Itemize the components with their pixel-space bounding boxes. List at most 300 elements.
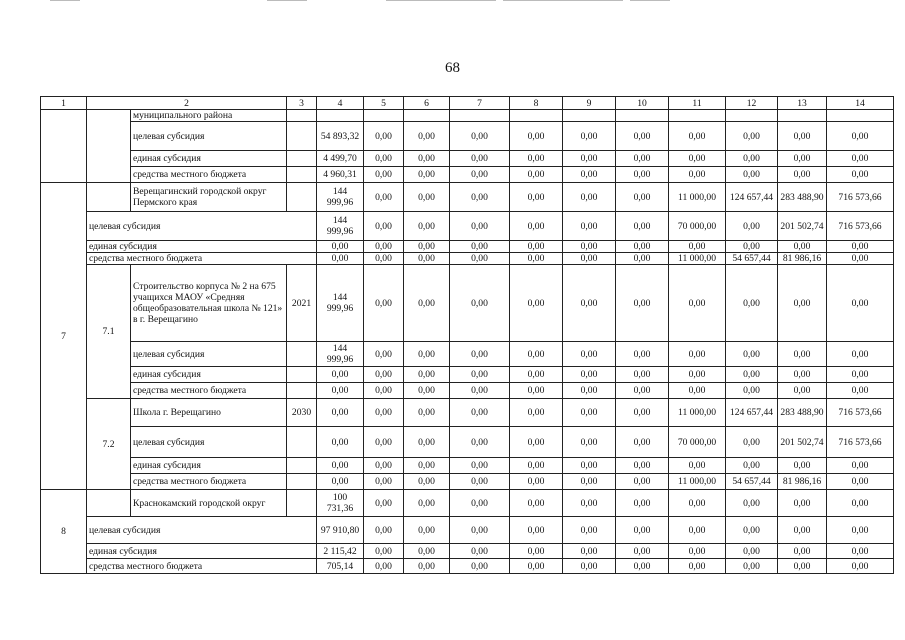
value-cell: 0,00 — [450, 122, 510, 151]
table-row — [41, 544, 894, 559]
row-label: единая субсидия — [87, 544, 317, 559]
value-cell: 0,00 — [726, 265, 778, 342]
value-cell: 0,00 — [616, 427, 669, 458]
value-cell: 0,00 — [510, 265, 563, 342]
value-cell: 0,00 — [827, 367, 894, 383]
value-cell: 0,00 — [616, 212, 669, 241]
value-cell: 0,00 — [563, 167, 616, 183]
column-header: 12 — [726, 97, 778, 110]
budget-table — [40, 96, 894, 574]
value-cell: 0,00 — [317, 367, 364, 383]
value-cell: 0,00 — [510, 367, 563, 383]
value-cell: 0,00 — [827, 559, 894, 574]
table-row — [41, 427, 894, 458]
sub-number-cell — [87, 183, 131, 212]
value-cell: 0,00 — [616, 490, 669, 517]
value-cell: 0,00 — [563, 253, 616, 265]
table-row — [41, 342, 894, 367]
table-row — [41, 253, 894, 265]
column-header: 3 — [287, 97, 317, 110]
value-cell: 0,00 — [364, 458, 404, 474]
value-cell: 0,00 — [364, 241, 404, 253]
value-cell: 0,00 — [450, 367, 510, 383]
value-cell: 0,00 — [510, 212, 563, 241]
value-cell: 0,00 — [404, 241, 450, 253]
value-cell: 0,00 — [317, 474, 364, 490]
value-cell: 0,00 — [510, 559, 563, 574]
value-cell: 0,00 — [778, 383, 827, 399]
value-cell: 0,00 — [510, 241, 563, 253]
value-cell: 0,00 — [450, 458, 510, 474]
value-cell: 0,00 — [404, 122, 450, 151]
value-cell: 0,00 — [726, 212, 778, 241]
value-cell: 0,00 — [510, 167, 563, 183]
empty-cell — [726, 110, 778, 122]
value-cell: 0,00 — [827, 167, 894, 183]
column-header: 11 — [669, 97, 726, 110]
value-cell: 0,00 — [827, 265, 894, 342]
value-cell: 0,00 — [669, 167, 726, 183]
value-cell: 0,00 — [450, 253, 510, 265]
value-cell: 0,00 — [563, 342, 616, 367]
value-cell: 0,00 — [404, 167, 450, 183]
value-cell: 0,00 — [726, 544, 778, 559]
row-label: целевая субсидия — [131, 342, 287, 367]
column-header: 7 — [450, 97, 510, 110]
value-cell: 0,00 — [778, 342, 827, 367]
value-cell: 0,00 — [450, 490, 510, 517]
empty-cell — [404, 110, 450, 122]
value-cell: 0,00 — [563, 151, 616, 167]
value-cell: 11 000,00 — [669, 253, 726, 265]
sub-number-cell: 7.1 — [87, 265, 131, 399]
value-cell: 0,00 — [563, 474, 616, 490]
value-cell: 0,00 — [450, 167, 510, 183]
value-cell: 0,00 — [726, 490, 778, 517]
value-cell: 0,00 — [669, 241, 726, 253]
value-cell: 0,00 — [669, 544, 726, 559]
value-cell: 0,00 — [778, 458, 827, 474]
empty-cell — [450, 110, 510, 122]
value-cell: 0,00 — [510, 151, 563, 167]
row-label: средства местного бюджета — [131, 383, 287, 399]
value-cell: 0,00 — [616, 399, 669, 427]
value-cell: 0,00 — [778, 151, 827, 167]
row-label: целевая субсидия — [131, 122, 287, 151]
value-cell: 70 000,00 — [669, 427, 726, 458]
value-cell: 0,00 — [616, 151, 669, 167]
empty-cell — [778, 110, 827, 122]
value-cell: 0,00 — [669, 559, 726, 574]
value-cell: 0,00 — [317, 458, 364, 474]
sub-number-cell: 7.2 — [87, 399, 131, 490]
value-cell: 4 960,31 — [317, 167, 364, 183]
value-cell: 0,00 — [616, 367, 669, 383]
value-cell: 716 573,66 — [827, 427, 894, 458]
value-cell: 0,00 — [827, 253, 894, 265]
year-cell — [287, 183, 317, 212]
table-row — [41, 517, 894, 544]
row-label: средства местного бюджета — [131, 167, 287, 183]
value-cell: 54 657,44 — [726, 253, 778, 265]
value-cell: 0,00 — [563, 383, 616, 399]
value-cell: 0,00 — [364, 559, 404, 574]
row-label: муниципального района — [131, 110, 287, 122]
value-cell: 0,00 — [616, 265, 669, 342]
table-row — [41, 122, 894, 151]
value-cell: 0,00 — [450, 183, 510, 212]
value-cell: 0,00 — [364, 183, 404, 212]
year-cell — [287, 122, 317, 151]
value-cell: 0,00 — [616, 517, 669, 544]
row-number-cell — [41, 110, 87, 183]
value-cell: 0,00 — [450, 265, 510, 342]
table-row — [41, 383, 894, 399]
object-title: Строительство корпуса № 2 на 675 учащихся МАОУ «Средняя общеобразовательная школа № 121» в г. Верещагино — [131, 265, 287, 342]
value-cell: 0,00 — [616, 342, 669, 367]
row-label: целевая субсидия — [87, 517, 317, 544]
value-cell: 100 731,36 — [317, 490, 364, 517]
value-cell: 0,00 — [726, 151, 778, 167]
empty-cell — [287, 110, 317, 122]
value-cell: 11 000,00 — [669, 399, 726, 427]
scan-top-edge — [0, 0, 905, 3]
value-cell: 0,00 — [563, 427, 616, 458]
column-header: 13 — [778, 97, 827, 110]
value-cell: 0,00 — [563, 399, 616, 427]
value-cell: 0,00 — [563, 265, 616, 342]
value-cell: 0,00 — [404, 559, 450, 574]
value-cell: 0,00 — [510, 342, 563, 367]
value-cell: 0,00 — [669, 265, 726, 342]
row-label: единая субсидия — [131, 151, 287, 167]
column-header: 5 — [364, 97, 404, 110]
year-cell — [287, 474, 317, 490]
value-cell: 0,00 — [827, 458, 894, 474]
year-cell — [287, 458, 317, 474]
value-cell: 283 488,90 — [778, 399, 827, 427]
value-cell: 0,00 — [563, 241, 616, 253]
value-cell: 0,00 — [510, 253, 563, 265]
value-cell: 0,00 — [404, 212, 450, 241]
value-cell: 0,00 — [364, 212, 404, 241]
empty-cell — [827, 110, 894, 122]
value-cell: 0,00 — [317, 383, 364, 399]
row-label: средства местного бюджета — [87, 253, 317, 265]
value-cell: 0,00 — [510, 427, 563, 458]
value-cell: 0,00 — [778, 517, 827, 544]
value-cell: 0,00 — [563, 212, 616, 241]
value-cell: 0,00 — [450, 427, 510, 458]
year-cell — [287, 367, 317, 383]
value-cell: 0,00 — [404, 342, 450, 367]
header-row — [41, 97, 894, 110]
empty-cell — [616, 110, 669, 122]
value-cell: 0,00 — [726, 559, 778, 574]
value-cell: 0,00 — [726, 427, 778, 458]
year-cell — [287, 342, 317, 367]
value-cell: 0,00 — [778, 490, 827, 517]
value-cell: 0,00 — [726, 167, 778, 183]
value-cell: 0,00 — [404, 427, 450, 458]
row-label: целевая субсидия — [131, 427, 287, 458]
row-label: единая субсидия — [131, 367, 287, 383]
value-cell: 2 115,42 — [317, 544, 364, 559]
value-cell: 0,00 — [616, 253, 669, 265]
value-cell: 716 573,66 — [827, 212, 894, 241]
value-cell: 0,00 — [669, 151, 726, 167]
value-cell: 0,00 — [778, 241, 827, 253]
year-cell — [287, 151, 317, 167]
value-cell: 0,00 — [450, 517, 510, 544]
value-cell: 0,00 — [364, 383, 404, 399]
value-cell: 0,00 — [726, 367, 778, 383]
empty-cell — [510, 110, 563, 122]
value-cell: 0,00 — [364, 342, 404, 367]
value-cell: 0,00 — [450, 212, 510, 241]
value-cell: 97 910,80 — [317, 517, 364, 544]
value-cell: 144 999,96 — [317, 342, 364, 367]
value-cell: 0,00 — [827, 151, 894, 167]
value-cell: 0,00 — [364, 490, 404, 517]
value-cell: 0,00 — [364, 151, 404, 167]
year-cell — [287, 490, 317, 517]
value-cell: 716 573,66 — [827, 183, 894, 212]
value-cell: 0,00 — [450, 544, 510, 559]
value-cell: 0,00 — [726, 458, 778, 474]
value-cell: 0,00 — [616, 183, 669, 212]
value-cell: 0,00 — [404, 383, 450, 399]
year-cell: 2021 — [287, 265, 317, 342]
value-cell: 0,00 — [450, 399, 510, 427]
value-cell: 0,00 — [364, 122, 404, 151]
empty-cell — [563, 110, 616, 122]
value-cell: 11 000,00 — [669, 183, 726, 212]
value-cell: 0,00 — [364, 367, 404, 383]
table-row — [41, 490, 894, 517]
table-row — [41, 110, 894, 122]
value-cell: 0,00 — [726, 383, 778, 399]
value-cell: 0,00 — [364, 167, 404, 183]
empty-cell — [364, 110, 404, 122]
value-cell: 0,00 — [510, 474, 563, 490]
value-cell: 81 986,16 — [778, 474, 827, 490]
value-cell: 0,00 — [563, 559, 616, 574]
column-header: 4 — [317, 97, 364, 110]
value-cell: 0,00 — [317, 399, 364, 427]
value-cell: 0,00 — [450, 383, 510, 399]
value-cell: 0,00 — [616, 383, 669, 399]
value-cell: 0,00 — [510, 458, 563, 474]
value-cell: 0,00 — [778, 544, 827, 559]
value-cell: 0,00 — [404, 253, 450, 265]
value-cell: 0,00 — [404, 399, 450, 427]
value-cell: 70 000,00 — [669, 212, 726, 241]
row-label: средства местного бюджета — [87, 559, 317, 574]
page-number: 68 — [445, 60, 460, 76]
value-cell: 0,00 — [616, 458, 669, 474]
value-cell: 0,00 — [510, 183, 563, 212]
sub-number-cell — [87, 110, 131, 183]
value-cell: 0,00 — [669, 517, 726, 544]
value-cell: 201 502,74 — [778, 212, 827, 241]
municipality-title: Краснокамский городской округ — [131, 490, 287, 517]
value-cell: 0,00 — [317, 253, 364, 265]
value-cell: 0,00 — [778, 367, 827, 383]
value-cell: 0,00 — [404, 517, 450, 544]
value-cell: 0,00 — [450, 342, 510, 367]
row-label: средства местного бюджета — [131, 474, 287, 490]
sub-number-cell — [87, 490, 131, 517]
value-cell: 0,00 — [404, 367, 450, 383]
table-row — [41, 367, 894, 383]
column-header: 14 — [827, 97, 894, 110]
value-cell: 0,00 — [778, 122, 827, 151]
value-cell: 0,00 — [669, 367, 726, 383]
table-row — [41, 167, 894, 183]
column-header: 6 — [404, 97, 450, 110]
value-cell: 0,00 — [404, 490, 450, 517]
value-cell: 0,00 — [510, 544, 563, 559]
table-row — [41, 212, 894, 241]
column-header: 2 — [87, 97, 287, 110]
table-row — [41, 458, 894, 474]
value-cell: 0,00 — [726, 241, 778, 253]
value-cell: 0,00 — [616, 167, 669, 183]
table-row — [41, 151, 894, 167]
year-cell — [287, 383, 317, 399]
row-label: целевая субсидия — [87, 212, 317, 241]
table-row — [41, 183, 894, 212]
value-cell: 0,00 — [404, 458, 450, 474]
value-cell: 716 573,66 — [827, 399, 894, 427]
column-header: 9 — [563, 97, 616, 110]
value-cell: 0,00 — [616, 474, 669, 490]
value-cell: 0,00 — [364, 474, 404, 490]
row-label: единая субсидия — [87, 241, 317, 253]
value-cell: 0,00 — [510, 490, 563, 517]
value-cell: 0,00 — [404, 183, 450, 212]
value-cell: 0,00 — [669, 383, 726, 399]
value-cell: 0,00 — [450, 559, 510, 574]
value-cell: 0,00 — [669, 342, 726, 367]
value-cell: 0,00 — [563, 122, 616, 151]
value-cell: 0,00 — [563, 544, 616, 559]
value-cell: 0,00 — [364, 399, 404, 427]
value-cell: 0,00 — [827, 490, 894, 517]
value-cell: 0,00 — [563, 367, 616, 383]
value-cell: 0,00 — [827, 383, 894, 399]
value-cell: 0,00 — [669, 122, 726, 151]
table-row — [41, 399, 894, 427]
value-cell: 0,00 — [726, 122, 778, 151]
value-cell: 0,00 — [778, 265, 827, 342]
object-title: Школа г. Верещагино — [131, 399, 287, 427]
column-header: 8 — [510, 97, 563, 110]
table-row — [41, 559, 894, 574]
value-cell: 0,00 — [510, 399, 563, 427]
year-cell — [287, 167, 317, 183]
value-cell: 0,00 — [404, 151, 450, 167]
value-cell: 0,00 — [364, 517, 404, 544]
value-cell: 705,14 — [317, 559, 364, 574]
value-cell: 0,00 — [510, 517, 563, 544]
value-cell: 0,00 — [669, 490, 726, 517]
value-cell: 144 999,96 — [317, 183, 364, 212]
value-cell: 144 999,96 — [317, 212, 364, 241]
value-cell: 0,00 — [616, 544, 669, 559]
year-cell — [287, 427, 317, 458]
value-cell: 0,00 — [616, 122, 669, 151]
value-cell: 0,00 — [827, 517, 894, 544]
value-cell: 81 986,16 — [778, 253, 827, 265]
value-cell: 0,00 — [616, 559, 669, 574]
column-header: 10 — [616, 97, 669, 110]
value-cell: 0,00 — [827, 241, 894, 253]
value-cell: 0,00 — [364, 544, 404, 559]
value-cell: 0,00 — [404, 474, 450, 490]
value-cell: 0,00 — [778, 167, 827, 183]
value-cell: 0,00 — [364, 427, 404, 458]
value-cell: 11 000,00 — [669, 474, 726, 490]
value-cell: 0,00 — [563, 490, 616, 517]
municipality-title: Верещагинский городской округ Пермского края — [131, 183, 287, 212]
table-row — [41, 241, 894, 253]
value-cell: 0,00 — [404, 265, 450, 342]
table-row — [41, 474, 894, 490]
empty-cell — [669, 110, 726, 122]
value-cell: 0,00 — [827, 342, 894, 367]
value-cell: 283 488,90 — [778, 183, 827, 212]
value-cell: 0,00 — [450, 241, 510, 253]
value-cell: 0,00 — [616, 241, 669, 253]
row-label: единая субсидия — [131, 458, 287, 474]
value-cell: 0,00 — [827, 474, 894, 490]
value-cell: 0,00 — [317, 241, 364, 253]
value-cell: 0,00 — [563, 458, 616, 474]
value-cell: 0,00 — [827, 544, 894, 559]
row-number-cell: 7 — [41, 183, 87, 490]
value-cell: 0,00 — [563, 517, 616, 544]
value-cell: 201 502,74 — [778, 427, 827, 458]
row-number-cell: 8 — [41, 490, 87, 574]
value-cell: 0,00 — [778, 559, 827, 574]
value-cell: 0,00 — [364, 265, 404, 342]
value-cell: 0,00 — [510, 122, 563, 151]
value-cell: 0,00 — [563, 183, 616, 212]
value-cell: 0,00 — [317, 427, 364, 458]
value-cell: 0,00 — [726, 517, 778, 544]
value-cell: 0,00 — [450, 474, 510, 490]
value-cell: 0,00 — [726, 342, 778, 367]
value-cell: 0,00 — [450, 151, 510, 167]
value-cell: 54 893,32 — [317, 122, 364, 151]
value-cell: 0,00 — [510, 383, 563, 399]
column-header: 1 — [41, 97, 87, 110]
empty-cell — [317, 110, 364, 122]
value-cell: 0,00 — [827, 122, 894, 151]
value-cell: 54 657,44 — [726, 474, 778, 490]
value-cell: 4 499,70 — [317, 151, 364, 167]
value-cell: 0,00 — [669, 458, 726, 474]
value-cell: 124 657,44 — [726, 183, 778, 212]
year-cell: 2030 — [287, 399, 317, 427]
value-cell: 124 657,44 — [726, 399, 778, 427]
value-cell: 0,00 — [404, 544, 450, 559]
table-row — [41, 265, 894, 342]
value-cell: 144 999,96 — [317, 265, 364, 342]
value-cell: 0,00 — [364, 253, 404, 265]
